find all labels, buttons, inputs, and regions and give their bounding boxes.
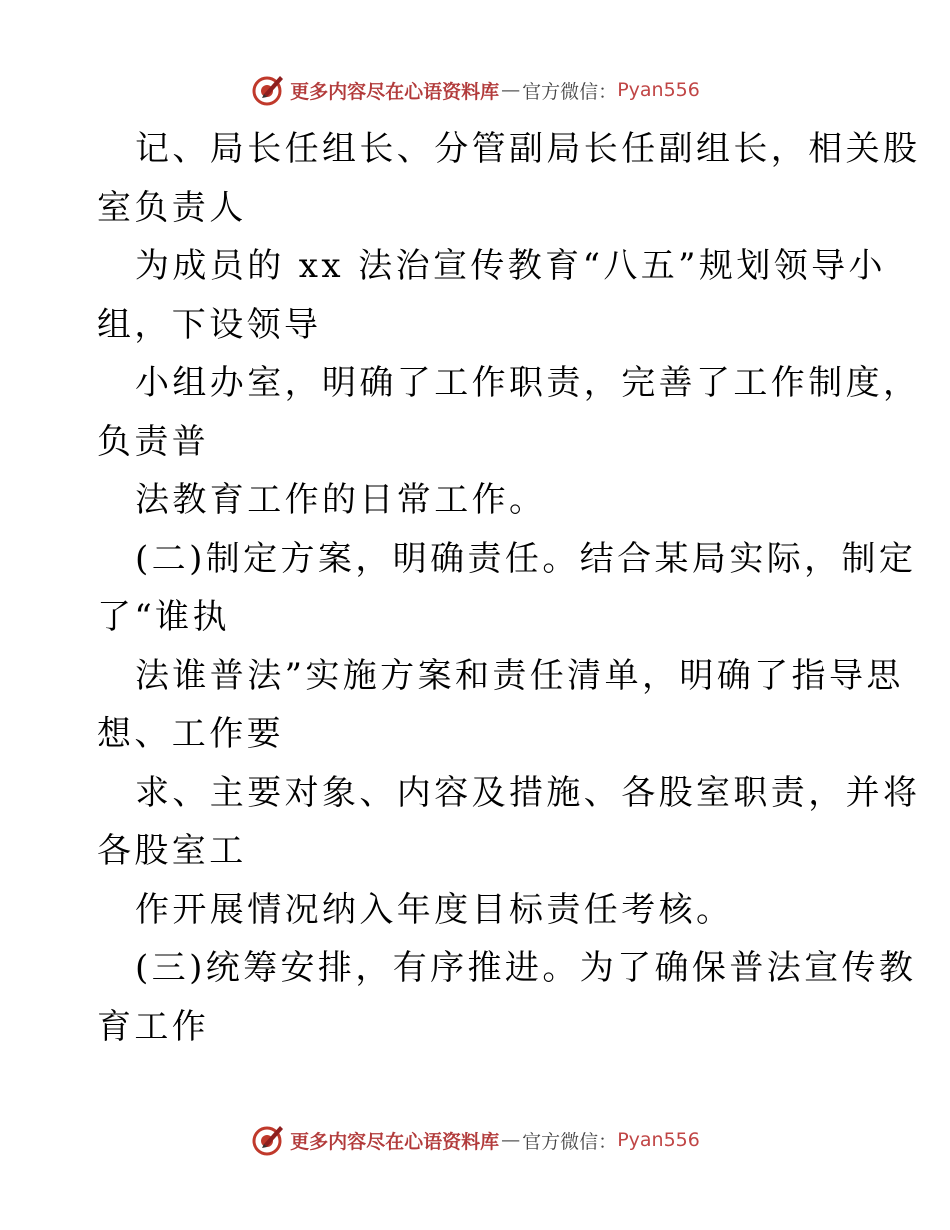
- pen-logo-icon: [250, 72, 286, 108]
- text-line: 组，下设领导: [97, 304, 322, 345]
- wechat-id: Pyan556: [617, 1129, 700, 1151]
- text-line: 法教育工作的日常工作。: [135, 480, 547, 520]
- text-line: 负责普: [97, 421, 210, 462]
- text-line: 育工作: [97, 1006, 210, 1047]
- footer-banner: [0, 1120, 950, 1160]
- brand-text: 更多内容尽在心语资料库: [290, 1130, 500, 1153]
- header-banner: [0, 70, 950, 110]
- wechat-label: 官方微信：: [522, 80, 618, 103]
- text-line: 想、工作要: [97, 714, 284, 754]
- document-body: [97, 120, 921, 1056]
- wechat-label: 官方微信：: [522, 1130, 618, 1153]
- text-line: 各股室工: [97, 831, 247, 871]
- brand-text: 更多内容尽在心语资料库: [290, 80, 500, 103]
- separator: —: [501, 1129, 521, 1151]
- text-line: (三)统筹安排，有序推进。为了确保普法宣传教: [135, 948, 917, 988]
- text-line: 法谁普法”实施方案和责任清单，明确了指导思: [135, 655, 904, 696]
- text-line: 作开展情况纳入年度目标责任考核。: [135, 889, 734, 930]
- text-line: 求、主要对象、内容及措施、各股室职责，并将: [135, 772, 921, 813]
- pen-logo-icon: [250, 1122, 286, 1158]
- text-line: 室负责人: [97, 187, 247, 228]
- text-line: 小组办室，明确了工作职责，完善了工作制度，: [135, 363, 921, 403]
- text-line: 了“谁执: [97, 597, 230, 637]
- text-line: (二)制定方案，明确责任。结合某局实际，制定: [135, 538, 917, 579]
- text-line: 记、局长任组长、分管副局长任副组长，相关股: [135, 129, 921, 169]
- wechat-id: Pyan556: [617, 79, 700, 101]
- text-line: 为成员的 xx 法治宣传教育“八五”规划领导小: [135, 246, 886, 286]
- separator: —: [501, 79, 521, 101]
